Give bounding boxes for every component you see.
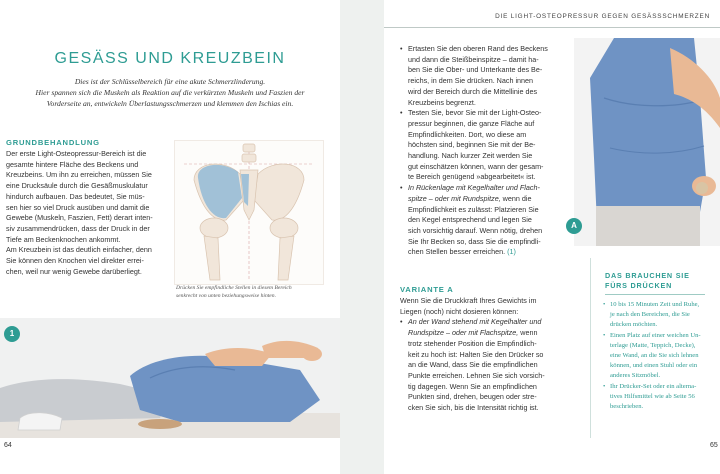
text-line: • Ertasten Sie den oberen Rand des Beckens [408,44,548,53]
lead-line: Vorderseite an, entwickeln Überlastungsschmerzen und klemmen den Ischias ein. [46,99,294,108]
text-line: Empfindlichkeiten. Dort, wo diese am [408,129,527,139]
text-line: chen, weil nur wenig Gewebe darüberliegt. [6,266,142,276]
lead-line: Dies ist der Schlüsselbereich für eine akute Schmerzlinderung. [74,77,266,86]
text-line: Punkten sind, drehen, beugen oder stre- [408,392,537,402]
text-line: Der erste Light-Osteopressur-Bereich ist die [6,149,147,158]
list-item [603,382,713,413]
text-line: gut einschätzen können, wann der gesam- [408,161,544,171]
list-item [603,300,713,331]
text-emphasis: Rundspitze – oder mit Flachspitze, [408,328,519,338]
text-line: Sie können den Knochen viel direkter errei- [6,256,144,266]
text-line: und dann die Steißbeinspitze – damit ha- [408,54,539,64]
running-head-text: DIE LIGHT-OSTEOPRESSUR GEGEN GESÄSSSCHMERZEN [495,13,710,20]
text-line: den Kegel entsprechend und legen Sie [408,215,532,225]
photo-lying-on-back [0,318,340,438]
text-line: • 10 bis 15 Minuten Zeit und Ruhe, [610,301,700,308]
text-line: reichs, in dem Sie drücken. Nach innen [408,76,534,86]
text-line: te Bereich genügend »abgearbeitet« ist. [408,172,536,182]
page-number: 64 [4,442,12,449]
text-line: anderes Sitzmöbel. [610,372,661,380]
figure-reference: (1) [507,247,516,257]
photo-scene [0,318,340,438]
text-line: • Einen Platz auf einer weichen Un- [610,331,701,339]
lead-line: Hier spannen sich die Muskeln als Reaktion auf die verkürzten Muskeln und Faszien der [35,88,305,97]
text-run: wenn [518,328,538,338]
box-heading-line: DAS BRAUCHEN SIE [605,271,690,280]
text-line: eine Drucksäule durch die Gesäßmuskulatur [6,181,148,191]
left-page [0,0,340,474]
box-heading [605,271,690,291]
text-line: sich vorsichtig darauf. Wenn nötig, drehen [408,225,543,235]
instruction-text [400,44,576,258]
page-number: 65 [710,442,718,449]
step-badge-1: 1 [4,326,20,342]
text-line: Kreuzbeins begrenzt. [408,97,476,107]
text-line: beschrieben. [610,403,644,411]
text-line: eine Wand, an die Sie sich lehnen [610,352,699,360]
text-emphasis: spitze – oder mit Rundspitze, [408,193,501,203]
text-line: handlung. Nach kurzer Zeit werden Sie [408,151,533,161]
gutter [340,0,384,474]
text-line: tig dagegen. Wenn Sie an empfindlichen [408,381,537,391]
text-line: Liegen (noch) nicht dosieren können: [400,306,519,316]
text-line [408,194,576,205]
text-line: Am Kreuzbein ist das deutlich einfacher, denn [6,245,152,255]
text-line: keit zu hoch ist: Halten Sie den Drücker so [408,349,544,359]
body-text [6,149,170,277]
list-item [400,44,576,108]
text-line: hindurch aufbauen. Das bedeutet, Sie müs- [6,191,145,201]
text-line: trotz stehender Position die Empfindlich- [408,338,537,348]
box-heading-line: FÜRS DRÜCKEN [605,281,673,290]
text-line: siv zusammendrücken, dass der Druck in der [6,223,150,233]
running-head-rule [384,27,720,28]
text-line: drücken möchten. [610,321,658,329]
section-heading-grundbehandlung: GRUNDBEHANDLUNG [6,138,100,147]
text-run: chen Stellen besser erreichen. [408,247,506,257]
instruction-list [400,44,576,258]
variant-list [400,317,576,413]
running-head [384,0,720,30]
text-line: • Ihr Drücker-Set oder ein alterna- [610,382,697,390]
text-line: Punkte erreichen. Lehnen Sie sich vorsich- [408,370,545,380]
pelvis-illustration [174,140,324,285]
text-line: ben Sie die Ober- und Unterkante des Be- [408,65,543,75]
text-line: pressur beginnen, die ganze Fläche auf [408,118,535,128]
box-rule [605,294,705,295]
text-line: Gewebe (Muskeln, Faszien, Fett) derart inten- [6,213,153,223]
text-line: Wenn Sie die Druckkraft Ihres Gewichts im [400,296,537,305]
variant-badge-a: A [566,218,582,234]
text-run: wenn die [500,193,532,203]
illustration-caption [176,284,326,300]
requirements-box [590,258,719,438]
caption-line: senkrecht von unten beziehungsweise hinten. [176,293,276,299]
text-line: gesamte hintere Fläche des Beckens und [6,159,139,169]
text-line: • An der Wand stehend mit Kegelhalter und [408,317,542,327]
list-item [603,331,713,382]
text-line: tives Hilfsmittel wie ab Seite 56 [610,392,695,400]
text-line: Sie Ihr Becken so, dass Sie die empfindli- [408,236,541,246]
text-line: cken Sie sich, bis die Intensität richtig ist. [408,403,539,413]
caption-line: Drücken Sie empfindliche Stellen in diesem Bereich [176,285,292,291]
text-line: • Testen Sie, bevor Sie mit der Light-Osteo- [408,108,542,118]
text-line: können, und einen Stuhl oder ein [610,362,698,370]
list-item [400,317,576,413]
text-line: an die Wand, dass Sie die empfindlichen [408,360,538,370]
variant-text [400,296,576,414]
text-line: Empfindlichkeit es zulässt: Platzieren Sie [408,204,539,214]
intro-lead [14,76,326,109]
text-line: höchsten sind, beginnen Sie mit der Be- [408,140,536,150]
requirements-list [603,300,713,412]
list-item [400,108,576,183]
photo-standing-at-wall [574,38,720,246]
text-line: wird der Bereich durch die Mittellinie des [408,86,538,96]
text-line: je nach den Bereichen, die Sie [610,311,690,319]
text-line [408,247,576,258]
photo-scene [574,38,720,246]
text-line [408,328,576,339]
list-item [400,183,576,258]
text-line: sen hier so viel Druck ausüben und damit die [6,202,150,212]
page-title: GESÄSS UND KREUZBEIN [54,50,286,67]
text-line: Kreuzbeins. Um ihn zu erreichen, müssen Sie [6,170,152,180]
text-line: • In Rückenlage mit Kegelhalter und Flach- [408,183,540,193]
text-line: terlage (Matte, Teppich, Decke), [610,341,696,349]
text-line: Tiefe am Beckenknochen ankommt. [6,234,121,244]
section-heading-variante-a: VARIANTE A [400,285,454,294]
